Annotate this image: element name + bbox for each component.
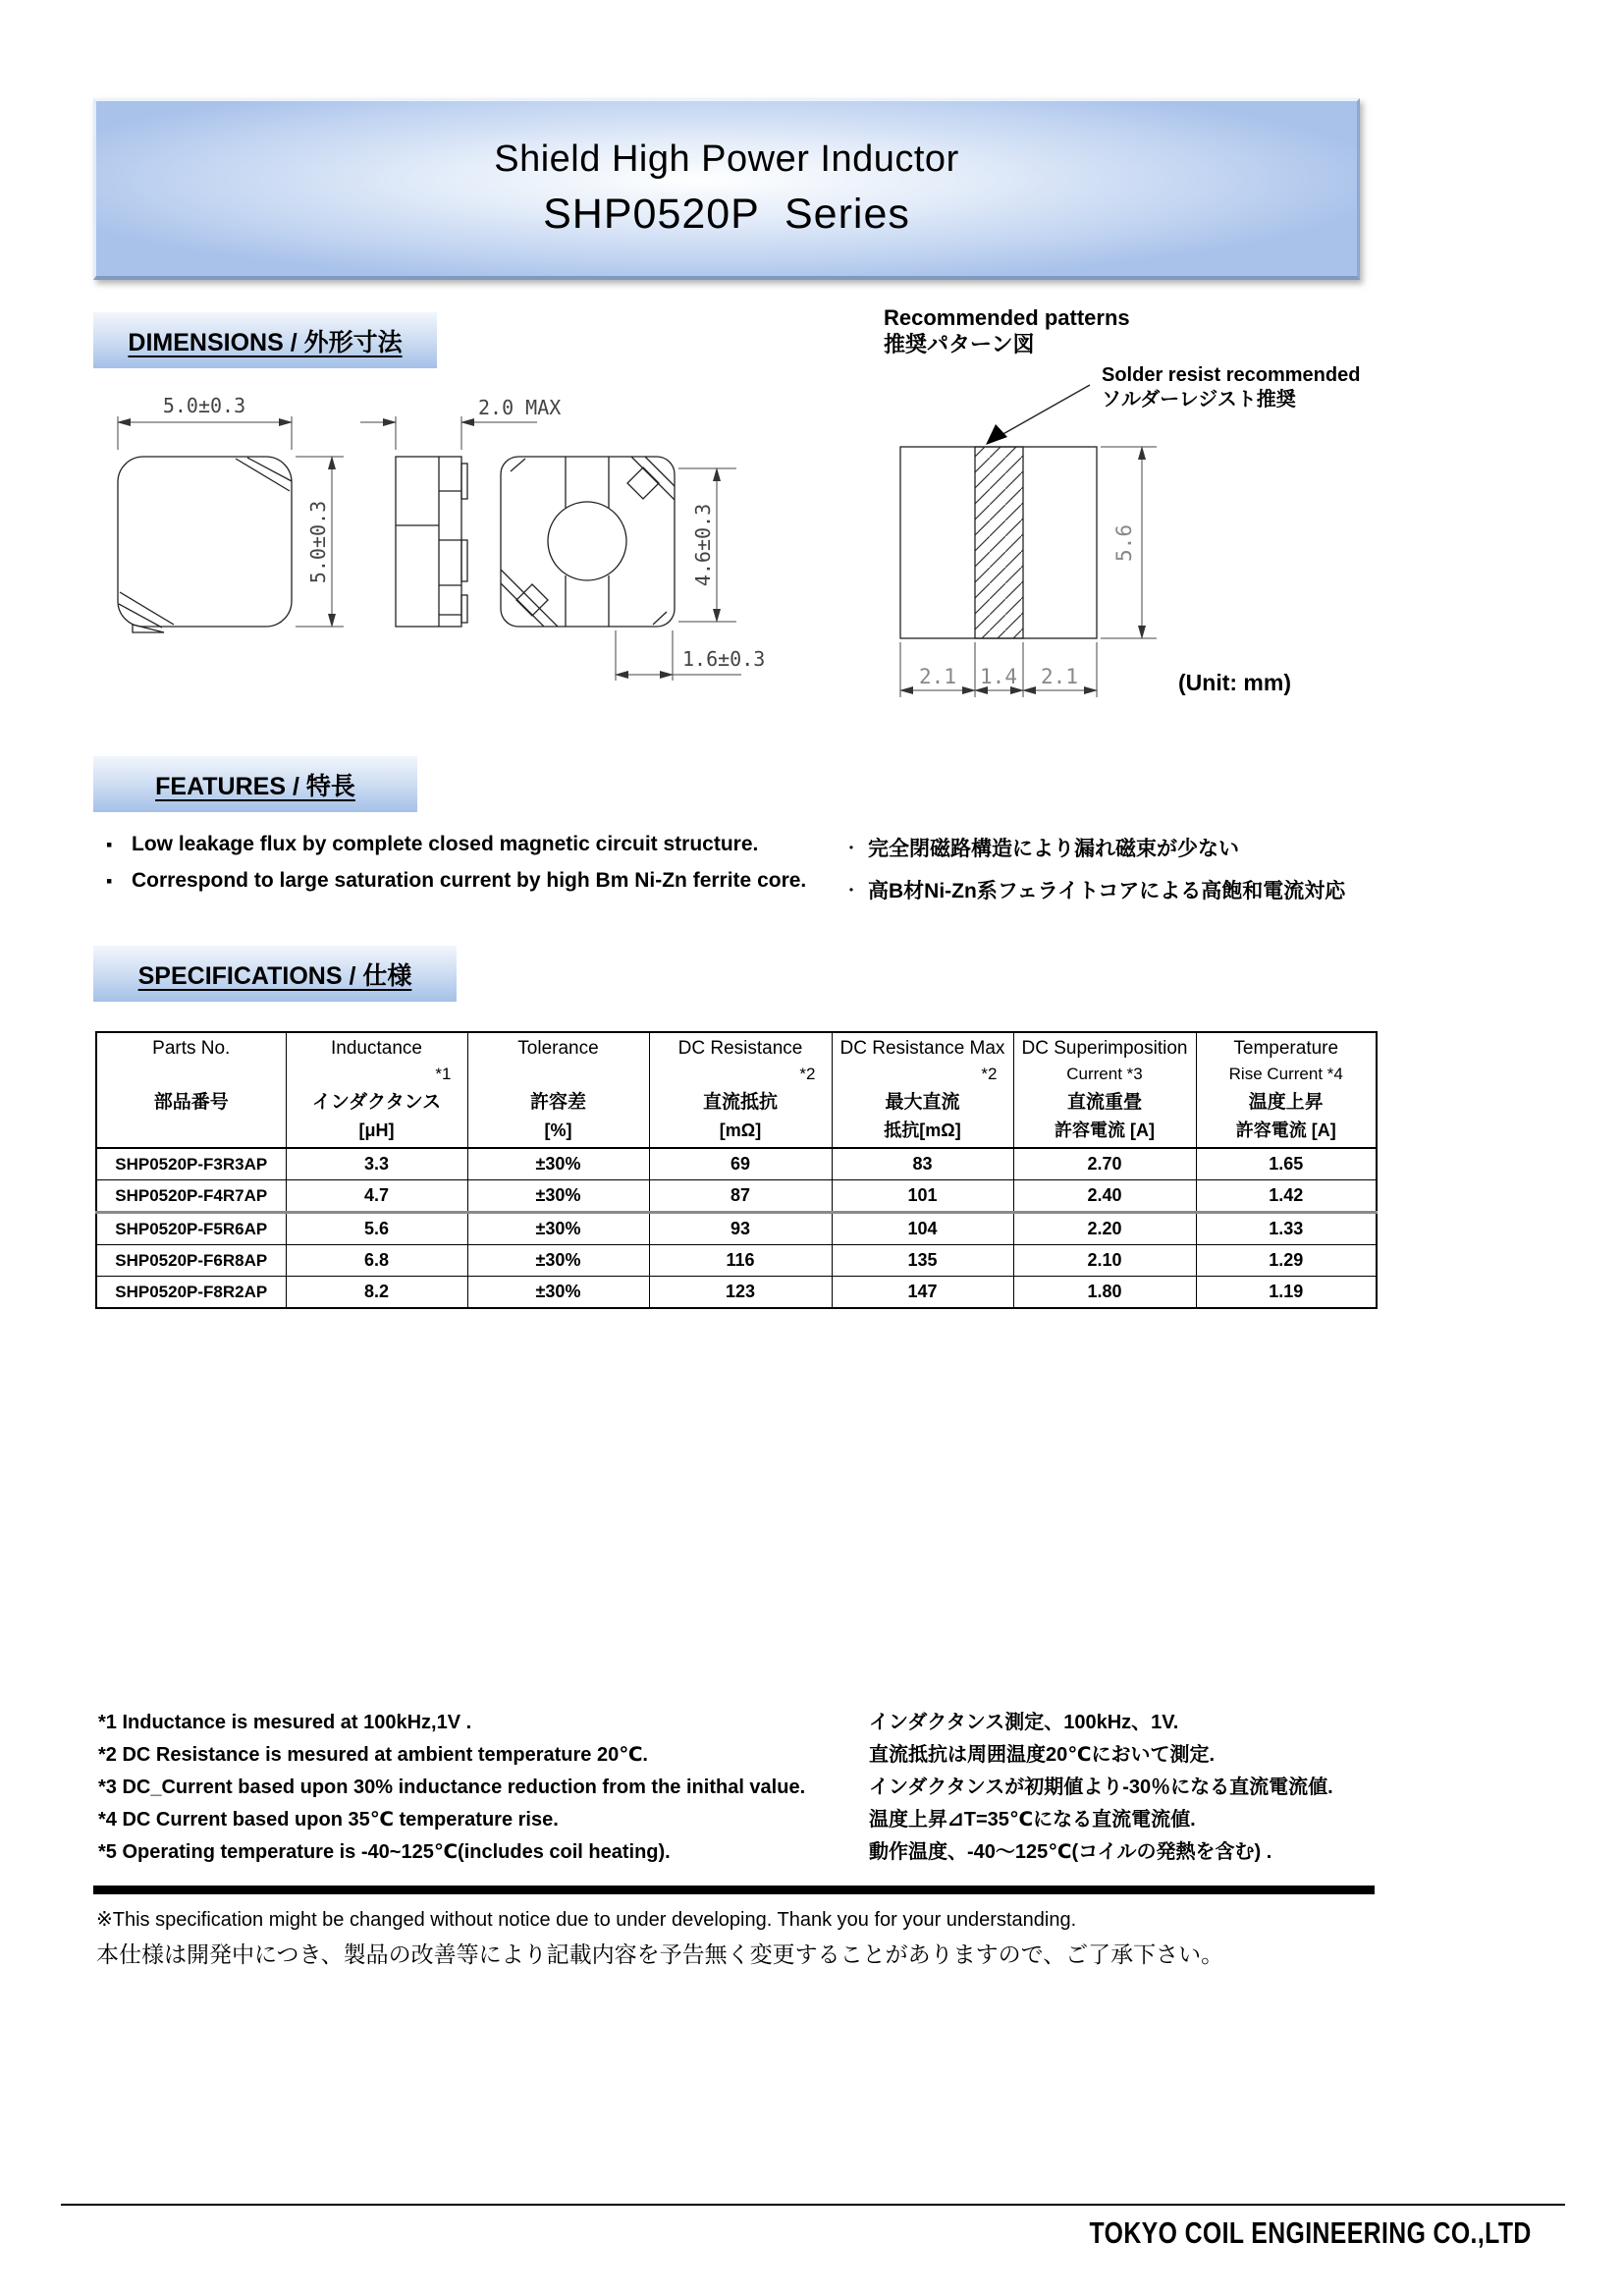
- footnote-line: *4 DC Current based upon 35℃ temperature rise.: [98, 1809, 559, 1831]
- features-list-ja: [842, 833, 1589, 917]
- spec-value-cell: 69: [649, 1148, 832, 1180]
- parts-number-cell: SHP0520P-F4R7AP: [96, 1180, 286, 1213]
- spec-table: [95, 1031, 1378, 1309]
- footnote-line: 動作温度、-40～125℃(コイルの発熱を含む) .: [869, 1841, 1272, 1863]
- footnote-line: *2 DC Resistance is mesured at ambient temperature 20℃.: [98, 1744, 648, 1766]
- spec-value-cell: ±30%: [467, 1277, 649, 1309]
- top-view-height-label: 5.0±0.3: [306, 500, 330, 584]
- spec-value-cell: 1.80: [1013, 1277, 1196, 1309]
- spec-column-header: [96, 1032, 286, 1148]
- feature-item: [106, 869, 833, 893]
- spec-value-cell: ±30%: [467, 1213, 649, 1245]
- footnote-line: *3 DC_Current based upon 30% inductance reduction from the inithal value.: [98, 1777, 806, 1798]
- spec-value-cell: ±30%: [467, 1148, 649, 1180]
- column-name-en: DC Resistance Max: [839, 1038, 1005, 1059]
- recommended-patterns-title-ja: 推奨パターン図: [884, 332, 1035, 356]
- pattern-dim-left: 2.1: [919, 665, 956, 688]
- solder-resist-callout-en: Solder resist recommended: [1102, 364, 1361, 386]
- column-footnote: *2: [981, 1065, 998, 1083]
- column-name-en: Temperature: [1233, 1038, 1339, 1059]
- product-title: Shield High Power Inductor: [494, 138, 959, 180]
- top-view-width-label: 5.0±0.3: [162, 394, 246, 417]
- column-unit: 抵抗[mΩ]: [884, 1121, 961, 1140]
- table-row: [96, 1180, 1377, 1213]
- column-name-en: Tolerance: [517, 1038, 599, 1059]
- series-title: SHP0520P Series: [543, 191, 910, 238]
- feature-item: [842, 833, 1589, 862]
- dimensions-heading: DIMENSIONS / 外形寸法: [93, 312, 437, 368]
- spec-value-cell: 1.42: [1196, 1180, 1377, 1213]
- features-heading: FEATURES / 特長: [93, 756, 417, 812]
- disclaimer-bar: [93, 1886, 1375, 1894]
- spec-value-cell: 147: [832, 1277, 1013, 1309]
- parts-number-cell: SHP0520P-F6R8AP: [96, 1245, 286, 1277]
- spec-value-cell: 116: [649, 1245, 832, 1277]
- column-footnote: Current *3: [1066, 1065, 1143, 1083]
- footnote-line: *1 Inductance is mesured at 100kHz,1V .: [98, 1712, 472, 1733]
- pattern-dim-center: 1.4: [980, 665, 1017, 688]
- pattern-height-label: 5.6: [1112, 524, 1136, 562]
- feature-bullet: ・: [842, 839, 860, 858]
- spec-value-cell: 1.19: [1196, 1277, 1377, 1309]
- spec-value-cell: 1.33: [1196, 1213, 1377, 1245]
- spec-value-cell: 1.29: [1196, 1245, 1377, 1277]
- spec-table-wrapper: [95, 1031, 1378, 1309]
- parts-number-cell: SHP0520P-F5R6AP: [96, 1213, 286, 1245]
- column-name-ja: 最大直流: [885, 1092, 960, 1113]
- solder-resist-callout-ja: ソルダーレジスト推奨: [1102, 389, 1296, 410]
- spec-column-header: [832, 1032, 1013, 1148]
- feature-text: 完全閉磁路構造により漏れ磁束が少ない: [868, 838, 1239, 860]
- callout-arrow-line: [993, 385, 1090, 440]
- recommended-patterns-title: [884, 304, 1130, 357]
- side-view-thickness-label: 2.0 MAX: [478, 396, 562, 419]
- spec-value-cell: 6.8: [286, 1245, 467, 1277]
- spec-value-cell: 135: [832, 1245, 1013, 1277]
- footnote-line: インダクタンスが初期値より-30％になる直流電流値.: [869, 1777, 1333, 1798]
- feature-item: [842, 875, 1589, 904]
- disclaimer-ja: 本仕様は開発中につき、製品の改善等により記載内容を予告無く変更することがありますので、ご了承下さい。: [96, 1942, 1224, 1967]
- column-name-en: DC Superimposition: [1021, 1038, 1188, 1059]
- spec-value-cell: 3.3: [286, 1148, 467, 1180]
- bottom-view-height-label: 4.6±0.3: [691, 503, 715, 587]
- callout-arrowhead: [986, 424, 1007, 445]
- spec-value-cell: 2.40: [1013, 1180, 1196, 1213]
- column-name-ja: 許容差: [529, 1092, 586, 1113]
- table-row: [96, 1213, 1377, 1245]
- company-name: TOKYO COIL ENGINEERING CO.,LTD: [1089, 2215, 1532, 2250]
- unit-note: (Unit: mm): [1178, 670, 1291, 695]
- column-unit: [%]: [544, 1121, 572, 1140]
- side-view-outline: [396, 457, 467, 627]
- column-name-ja: インダクタンス: [311, 1092, 442, 1113]
- spec-value-cell: 2.70: [1013, 1148, 1196, 1180]
- notes-ja: [869, 1707, 1576, 1869]
- spec-value-cell: 2.20: [1013, 1213, 1196, 1245]
- column-name-en: Parts No.: [152, 1038, 231, 1059]
- spec-column-header: [1196, 1032, 1377, 1148]
- column-unit: 許容電流 [A]: [1235, 1121, 1336, 1140]
- footnote-line: 温度上昇⊿T=35℃になる直流電流値.: [869, 1809, 1196, 1831]
- footnote-line: 直流抵抗は周囲温度20℃において測定.: [869, 1744, 1216, 1766]
- notes-en: [98, 1707, 874, 1869]
- spec-column-header: [649, 1032, 832, 1148]
- spec-value-cell: ±30%: [467, 1180, 649, 1213]
- spec-value-cell: 87: [649, 1180, 832, 1213]
- feature-text: Correspond to large saturation current by high Bm Ni-Zn ferrite core.: [132, 869, 807, 892]
- column-footnote: [468, 1063, 649, 1088]
- pattern-outline: [900, 447, 1097, 638]
- feature-bullet: ▪: [106, 871, 113, 891]
- spec-column-header: [1013, 1032, 1196, 1148]
- spec-value-cell: ±30%: [467, 1245, 649, 1277]
- spec-value-cell: 8.2: [286, 1277, 467, 1309]
- spec-value-cell: 83: [832, 1148, 1013, 1180]
- column-footnote: Rise Current *4: [1228, 1065, 1343, 1083]
- column-footnote: *1: [435, 1065, 452, 1083]
- column-unit: [mΩ]: [719, 1121, 762, 1140]
- spec-value-cell: 2.10: [1013, 1245, 1196, 1277]
- table-row: [96, 1148, 1377, 1180]
- pattern-dims: [900, 447, 1157, 697]
- features-list-en: [106, 833, 833, 905]
- column-footnote: *2: [799, 1065, 816, 1083]
- feature-bullet: ・: [842, 881, 860, 901]
- parts-number-cell: SHP0520P-F8R2AP: [96, 1277, 286, 1309]
- column-footnote: [97, 1063, 286, 1088]
- specifications-heading: SPECIFICATIONS / 仕様: [93, 946, 457, 1002]
- spec-value-cell: 123: [649, 1277, 832, 1309]
- side-view-dims: [360, 416, 537, 450]
- disclaimer-en: ※This specification might be changed without notice due to under developing. Thank you for your understanding.: [96, 1909, 1077, 1931]
- column-name-ja: 直流抵抗: [702, 1092, 778, 1113]
- column-unit: [μH]: [358, 1121, 395, 1140]
- table-row: [96, 1277, 1377, 1309]
- spec-column-header: [467, 1032, 649, 1148]
- column-name-en: DC Resistance: [677, 1038, 803, 1059]
- column-name-ja: 部品番号: [153, 1092, 229, 1113]
- bottom-view-pad-label: 1.6±0.3: [682, 647, 766, 671]
- column-name-ja: 直流重畳: [1066, 1092, 1142, 1113]
- spec-value-cell: 104: [832, 1213, 1013, 1245]
- recommended-pattern-drawing: [864, 363, 1414, 697]
- spec-value-cell: 1.65: [1196, 1148, 1377, 1180]
- column-name-ja: 温度上昇: [1248, 1092, 1324, 1113]
- parts-number-cell: SHP0520P-F3R3AP: [96, 1148, 286, 1180]
- title-banner: [93, 98, 1360, 280]
- top-view-outline: [118, 457, 292, 632]
- column-name-en: Inductance: [331, 1038, 422, 1059]
- pattern-dim-right: 2.1: [1041, 665, 1078, 688]
- bottom-view-outline: [501, 457, 675, 627]
- feature-text: 高B材Ni-Zn系フェライトコアによる高飽和電流対応: [868, 880, 1346, 902]
- dimension-drawings: [93, 393, 800, 697]
- footer-rule: [61, 2204, 1565, 2206]
- footnote-line: *5 Operating temperature is -40~125℃(includes coil heating).: [98, 1841, 671, 1863]
- spec-column-header: [286, 1032, 467, 1148]
- spec-table-head: [96, 1032, 1377, 1148]
- spec-value-cell: 5.6: [286, 1213, 467, 1245]
- spec-value-cell: 101: [832, 1180, 1013, 1213]
- recommended-patterns-title-en: Recommended patterns: [884, 305, 1130, 330]
- feature-text: Low leakage flux by complete closed magnetic circuit structure.: [132, 833, 759, 855]
- footnote-line: インダクタンス測定、100kHz、1V.: [869, 1712, 1179, 1733]
- spec-value-cell: 93: [649, 1213, 832, 1245]
- feature-item: [106, 833, 833, 856]
- spec-value-cell: 4.7: [286, 1180, 467, 1213]
- table-row: [96, 1245, 1377, 1277]
- spec-header-row: [96, 1032, 1377, 1148]
- spec-table-body: [96, 1148, 1377, 1308]
- column-unit: [97, 1118, 286, 1147]
- column-unit: 許容電流 [A]: [1055, 1121, 1155, 1140]
- feature-bullet: ▪: [106, 835, 113, 854]
